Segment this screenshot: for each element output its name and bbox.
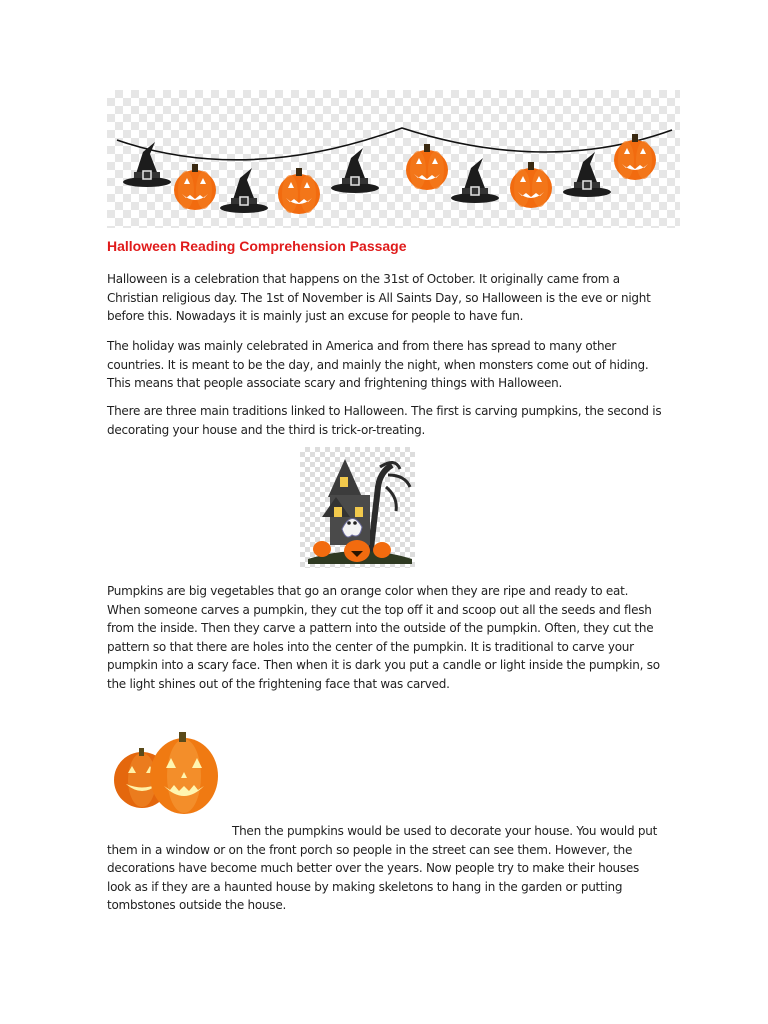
paragraph-carving: Pumpkins are big vegetables that go an orange color when they are ripe and ready to eat. When someone carves a pumpkin, they cut the top off it and scoop out all the seeds and flesh from the inside. Then they carve a pattern into the outside of the pumpkin. Often, they cut the pattern so that there are holes into the center of the pumpkin. It is traditional to carve your pumpkin into a scary face. Then when it is dark you put a candle or light inside the pumpkin, so the light shines out of the frightening face that was carved.: [107, 584, 660, 691]
paragraph-intro: Halloween is a celebration that happens on the 31st of October. It originally came from a Christian religious day. The 1st of November is All Saints Day, so Halloween is the eve or night before this. Nowadays it is mainly just an excuse for people to have fun.: [107, 272, 651, 323]
paragraph-spread: The holiday was mainly celebrated in America and from there has spread to many other countries. It is meant to be the day, and mainly the night, when monsters come out of hiding. This means that people associate scary and frightening things with Halloween.: [107, 339, 649, 390]
pumpkin-icon: [510, 162, 552, 208]
bunting-svg: [107, 90, 680, 228]
pumpkin-icon: [406, 144, 448, 190]
pumpkin-icon: [278, 168, 320, 214]
paragraph-decorating: Then the pumpkins would be used to decorate your house. You would put them in a window or on the front porch so people in the street can see them. However, the decorations have become much better over the years. Now people try to make their houses look as if they are a haunted house by making skeletons to hang in the garden or putting tombstones outside the house.: [107, 824, 658, 912]
pumpkins-svg: [110, 728, 222, 820]
witch-hat-icon: [451, 158, 499, 203]
pumpkin-icon: [174, 164, 216, 210]
witch-hat-icon: [220, 168, 268, 213]
halloween-bunting-banner-icon: [107, 90, 680, 228]
witch-hat-icon: [331, 148, 379, 193]
haunted-house-svg: [300, 447, 415, 568]
jack-o-lantern-pumpkins-icon: [110, 728, 222, 820]
paragraph-traditions: There are three main traditions linked to Halloween. The first is carving pumpkins, the second is decorating your house and the third is trick-or-treating.: [107, 404, 662, 437]
pumpkin-icon: [614, 134, 656, 180]
haunted-house-icon: [300, 447, 415, 568]
passage-title: Halloween Reading Comprehension Passage: [107, 238, 407, 254]
witch-hat-icon: [563, 152, 611, 197]
witch-hat-icon: [123, 142, 171, 187]
